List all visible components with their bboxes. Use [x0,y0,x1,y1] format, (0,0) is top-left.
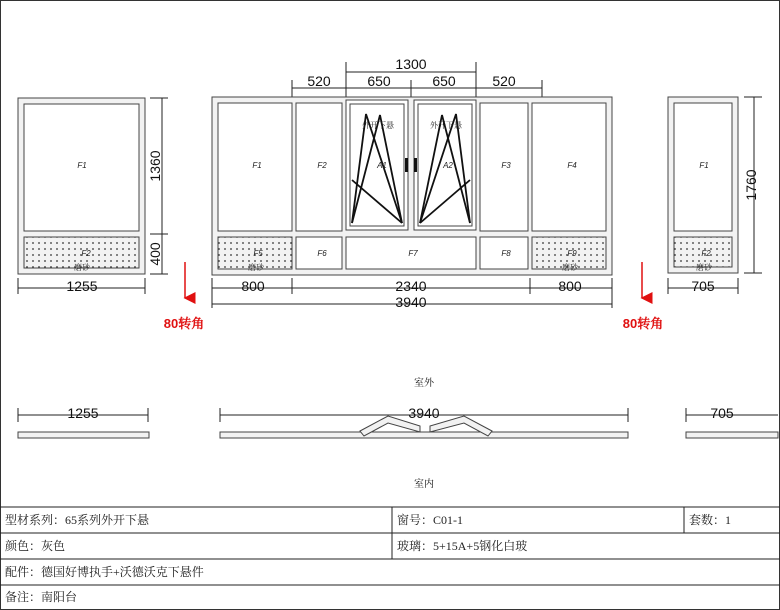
dim-3940: 3940 [395,294,427,310]
plan-dim-3940: 3940 [408,405,440,421]
dim-1300: 1300 [395,56,427,72]
main-label-f5: F5 [253,249,263,258]
main-label-f6: F6 [317,249,327,258]
right-label-f1: F1 [699,161,709,170]
dim-1360: 1360 [147,150,163,182]
sash-note-left: 外开下悬 [362,121,394,130]
info-table [0,507,780,604]
dim-520-right: 520 [492,73,516,89]
main-label-f8: F8 [501,249,511,258]
cell-set-count: 套数：1 [689,513,732,527]
cell-remark: 备注：南阳台 [5,590,78,604]
dim-650-right: 650 [432,73,456,89]
dim-1255: 1255 [66,278,98,294]
left-vertical-dims [147,98,168,274]
right-vertical-dim [743,97,762,273]
corner-left-label: 80转角 [163,316,205,331]
plan-left [18,405,149,438]
dim-400: 400 [147,242,163,266]
dim-1760: 1760 [743,169,759,201]
cell-hardware: 配件：德国好博执手+沃德沃克下悬件 [5,565,204,579]
main-label-f7: F7 [408,249,418,258]
left-label-f1: F1 [77,161,87,170]
main-label-a1: A1 [377,161,387,170]
main-label-f4: F4 [567,161,577,170]
dim-705: 705 [691,278,715,294]
cell-color: 颜色：灰色 [5,539,66,553]
label-outside: 室外 [414,378,434,389]
corner-right-label: 80转角 [622,316,664,331]
plan-dim-1255: 1255 [67,405,99,421]
right-frosted-note: 磨砂 [696,263,712,272]
right-width-dim [668,278,738,294]
plan-right [686,405,778,438]
dim-800-right: 800 [558,278,582,294]
label-inside: 室内 [414,479,434,490]
dim-2340: 2340 [395,278,427,294]
plan-dim-705: 705 [710,405,734,421]
right-window [668,97,738,273]
main-window [212,97,612,275]
top-dimension-chain [292,56,542,98]
main-frosted-left: 磨砂 [248,263,264,272]
dim-800-left: 800 [241,278,265,294]
main-label-f2: F2 [317,161,327,170]
left-width-dim [18,278,145,294]
main-label-a2: A2 [443,161,453,170]
right-label-f2: F2 [701,249,711,258]
cell-window-no: 窗号：C01-1 [397,513,464,527]
cell-glass: 玻璃：5+15A+5钢化白玻 [397,539,528,553]
cell-profile-series: 型材系列：65系列外开下悬 [5,513,150,527]
main-label-f1: F1 [252,161,262,170]
main-frosted-right: 磨砂 [562,263,578,272]
sash-note-right: 外开下悬 [430,121,462,130]
main-label-f9: F9 [567,249,577,258]
handle-left [405,158,408,172]
left-window [18,98,145,274]
main-label-f3: F3 [501,161,511,170]
handle-right [414,158,417,172]
dim-520-left: 520 [307,73,331,89]
dim-650-left: 650 [367,73,391,89]
plan-main [220,405,628,438]
left-label-f2: F2 [81,249,91,258]
main-width-dims [212,278,612,310]
left-frosted-note: 磨砂 [74,263,90,272]
